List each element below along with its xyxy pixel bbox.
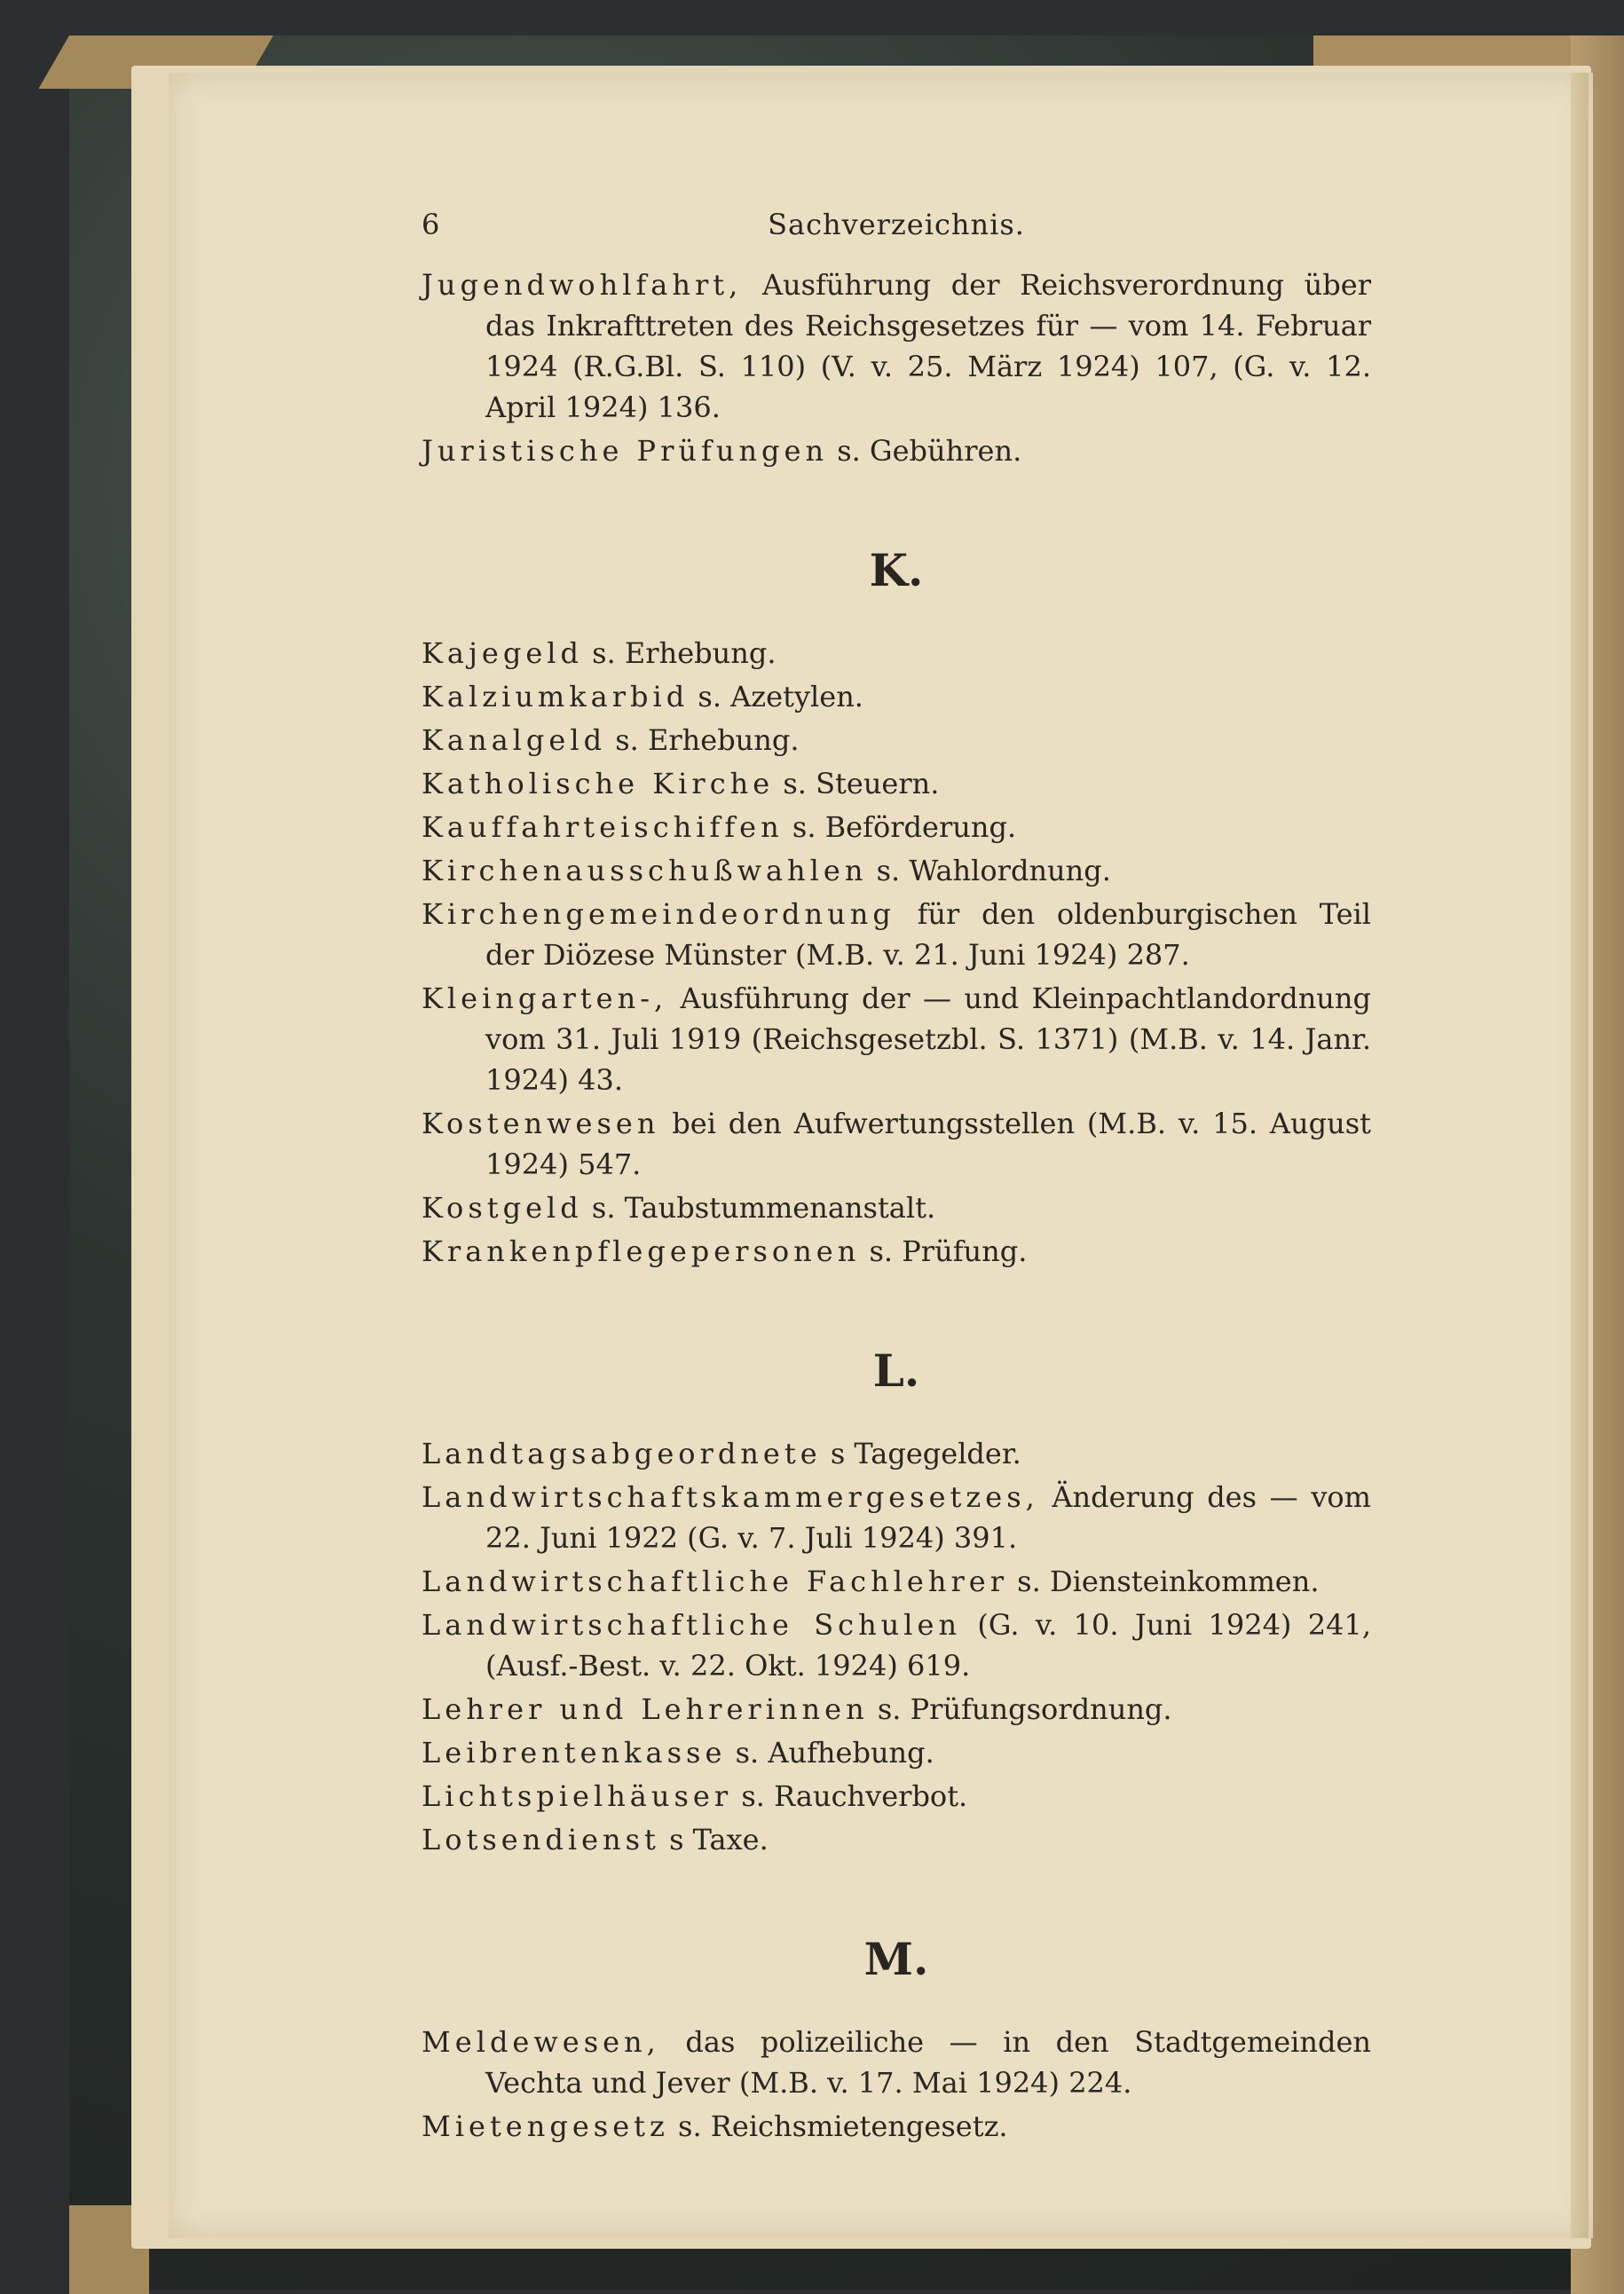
entry-keyword: Landwirtschaftliche Schulen bbox=[422, 1608, 962, 1642]
entry-text: s Tagegelder. bbox=[821, 1437, 1021, 1470]
index-entry bbox=[422, 807, 1371, 847]
index-entry bbox=[422, 1561, 1371, 1602]
entry-keyword: Kauffahrteischiffen bbox=[422, 810, 784, 844]
index-entry bbox=[422, 2022, 1371, 2103]
running-head bbox=[422, 204, 1371, 257]
index-entry bbox=[422, 894, 1371, 975]
entry-keyword: Kajegeld bbox=[422, 636, 583, 670]
entry-keyword: Katholische Kirche bbox=[422, 767, 775, 800]
index-entry bbox=[422, 430, 1371, 471]
entry-keyword: Landwirtschaftliche Fachlehrer bbox=[422, 1565, 1008, 1598]
page-number: 6 bbox=[422, 208, 440, 241]
index-entry bbox=[422, 1604, 1371, 1686]
index-entry bbox=[422, 633, 1371, 674]
entry-text: s. Diensteinkommen. bbox=[1008, 1565, 1320, 1598]
entry-text: s. Erhebung. bbox=[582, 636, 777, 670]
entry-keyword: Landtagsabgeordnete bbox=[422, 1437, 822, 1470]
entry-text: s. Azetylen. bbox=[689, 680, 863, 713]
entry-keyword: Kalziumkarbid bbox=[422, 680, 690, 713]
index-entry bbox=[422, 1103, 1371, 1185]
index-entry bbox=[422, 720, 1371, 761]
index-entry bbox=[422, 850, 1371, 891]
entry-keyword: Landwirtschaftskammergesetzes, bbox=[422, 1480, 1039, 1514]
entry-keyword: Kleingarten-, bbox=[422, 981, 668, 1015]
entry-keyword: Kirchengemeindeordnung bbox=[422, 897, 895, 931]
index-entry bbox=[422, 1187, 1371, 1228]
entry-text: s. Wahlordnung. bbox=[867, 854, 1111, 887]
entry-text: s. Prüfung. bbox=[860, 1234, 1028, 1268]
entry-text: Änderung des — vom 22. Juni 1922 (G. v. 7. Juli 1924) 391. bbox=[485, 1480, 1371, 1555]
section-letter: K. bbox=[869, 544, 924, 596]
entry-text: Ausführung der — und Kleinpachtlandordnung vom 31. Juli 1919 (Reichsgesetzbl. S. 1371) (M.B. v. 14. Janr. 1924) 43. bbox=[485, 981, 1371, 1097]
entry-text: bei den Aufwertungsstellen (M.B. v. 15. August 1924) 547. bbox=[485, 1107, 1371, 1181]
page-content bbox=[422, 204, 1371, 2149]
entry-text: s. Erhebung. bbox=[606, 723, 800, 757]
entry-text: s. Aufhebung. bbox=[726, 1736, 934, 1770]
entry-text: s. Prüfungsordnung. bbox=[868, 1692, 1172, 1726]
entry-text: s Taxe. bbox=[659, 1823, 769, 1856]
index-entry bbox=[422, 1477, 1371, 1558]
entry-keyword: Lehrer und Lehrerinnen bbox=[422, 1692, 869, 1726]
entry-keyword: Leibrentenkasse bbox=[422, 1736, 727, 1770]
entry-text: s. Steuern. bbox=[774, 767, 940, 800]
entry-keyword: Mietengesetz bbox=[422, 2109, 669, 2143]
section-letter: M. bbox=[863, 1933, 929, 1985]
entry-text: für den oldenburgischen Teil der Diözese Münster (M.B. v. 21. Juni 1924) 287. bbox=[485, 897, 1371, 972]
index-entry bbox=[422, 1732, 1371, 1773]
page-edge bbox=[1571, 73, 1589, 2238]
index-entry bbox=[422, 1776, 1371, 1817]
entry-keyword: Jugendwohlfahrt, bbox=[422, 268, 743, 302]
entry-keyword: Krankenpflegepersonen bbox=[422, 1234, 861, 1268]
section-letter: L. bbox=[872, 1344, 920, 1397]
index-entry bbox=[422, 763, 1371, 804]
entry-keyword: Lichtspielhäuser bbox=[422, 1779, 733, 1813]
index-entry bbox=[422, 2106, 1371, 2147]
entry-keyword: Meldewesen, bbox=[422, 2025, 660, 2059]
index-entry bbox=[422, 1819, 1371, 1860]
index-sections bbox=[422, 264, 1371, 2147]
entry-text: Ausführung der Reichsverordnung über das Inkrafttreten des Reichsgesetzes für — vom 14. Februar 1924 (R.G.Bl. S. 110) (V. v. 25. März 1924) 107, (G. v. 12. April 1924) 136. bbox=[485, 268, 1371, 424]
entry-keyword: Lotsendienst bbox=[422, 1823, 660, 1856]
entry-text: s. Rauchverbot. bbox=[732, 1779, 968, 1813]
entry-text: s. Gebühren. bbox=[828, 434, 1022, 468]
entry-keyword: Kostenwesen bbox=[422, 1107, 660, 1140]
entry-keyword: Kanalgeld bbox=[422, 723, 607, 757]
index-entry bbox=[422, 1433, 1371, 1474]
index-entry bbox=[422, 264, 1371, 428]
entry-keyword: Juristische Prüfungen bbox=[422, 434, 829, 468]
index-entry bbox=[422, 1689, 1371, 1730]
entry-text: s. Taubstummenanstalt. bbox=[582, 1191, 936, 1225]
entry-text: das polizeiliche — in den Stadtgemeinden Vechta und Jever (M.B. v. 17. Mai 1924) 224. bbox=[485, 2025, 1371, 2100]
entry-text: (G. v. 10. Juni 1924) 241, (Ausf.-Best. v. 22. Okt. 1924) 619. bbox=[485, 1608, 1371, 1683]
entry-keyword: Kostgeld bbox=[422, 1191, 583, 1225]
index-entry bbox=[422, 676, 1371, 717]
entry-text: s. Reichsmietengesetz. bbox=[668, 2109, 1008, 2143]
index-entry bbox=[422, 1231, 1371, 1272]
entry-keyword: Kirchenausschußwahlen bbox=[422, 854, 868, 887]
page-title: Sachverzeichnis. bbox=[768, 208, 1025, 241]
index-entry bbox=[422, 978, 1371, 1100]
entry-text: s. Beförderung. bbox=[783, 810, 1017, 844]
